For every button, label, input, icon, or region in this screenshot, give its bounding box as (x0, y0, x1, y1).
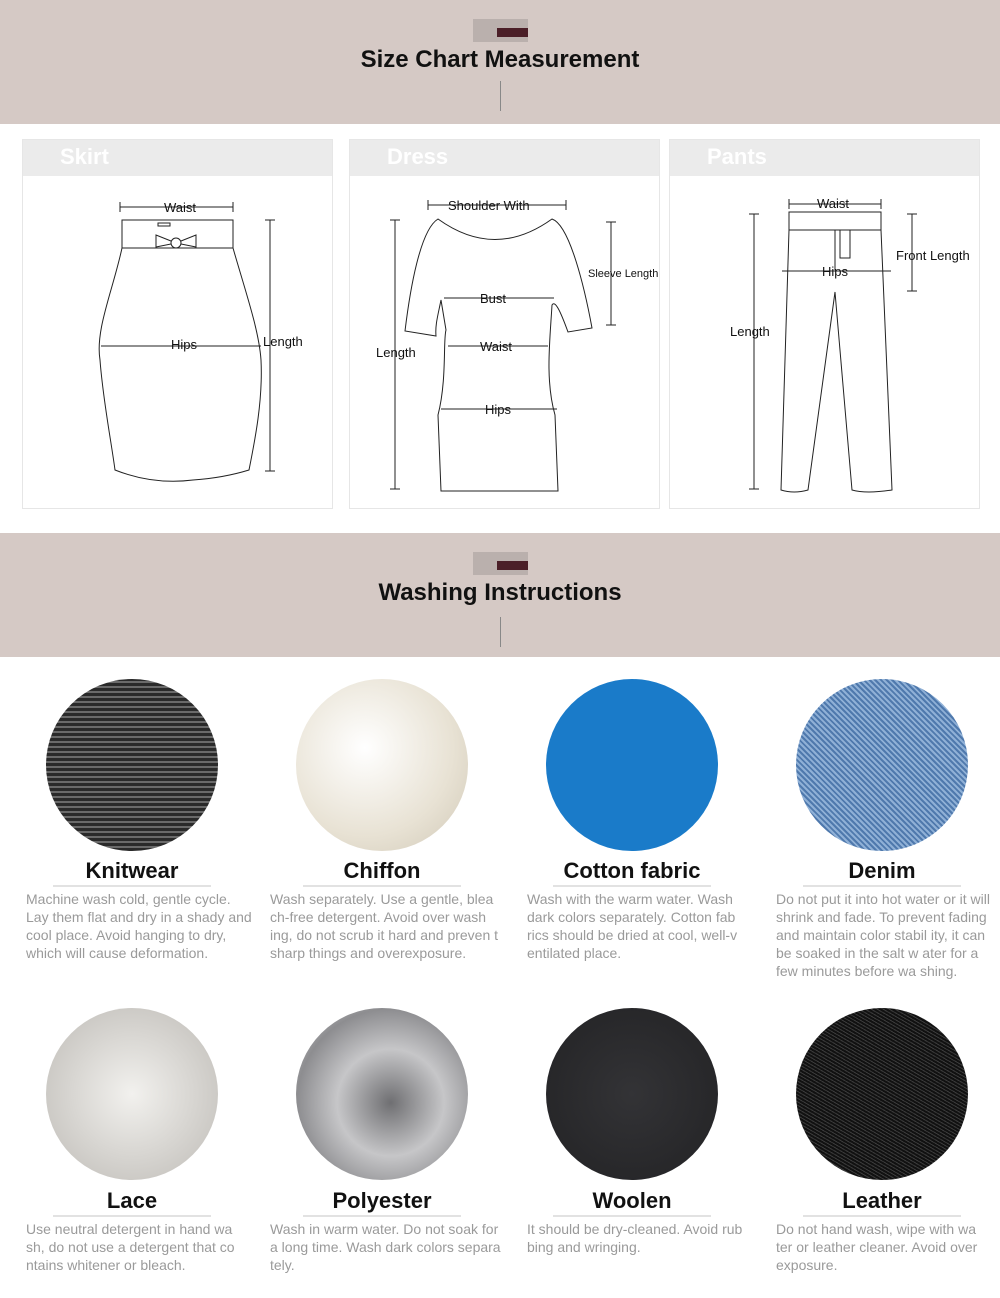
front-length-label: Front Length (896, 248, 970, 263)
divider (53, 1215, 211, 1217)
fabric-name: Chiffon (343, 858, 421, 883)
section-marker-icon (473, 19, 528, 42)
fabric-instructions: Machine wash cold, gentle cycle. Lay them flat and dry in a shady and cool place. Avoid hanging to dry, which will cause deformation. (26, 891, 252, 961)
divider (53, 885, 211, 887)
fabric-instructions: Do not hand wash, wipe with wa ter or leather cleaner. Avoid over exposure. (776, 1221, 978, 1273)
length-label: Length (376, 345, 416, 360)
divider (500, 81, 501, 111)
shoulder-label: Shoulder With (448, 198, 530, 213)
divider (303, 1215, 461, 1217)
fabric-name: Knitwear (85, 858, 179, 883)
section-title: Size Chart Measurement (360, 46, 640, 73)
length-label: Length (263, 334, 303, 349)
divider (553, 1215, 711, 1217)
divider (500, 617, 501, 647)
section-marker-icon (473, 552, 528, 575)
section-title: Washing Instructions (378, 579, 622, 606)
dress-panel (349, 139, 660, 509)
fabric-instructions: Use neutral detergent in hand wa sh, do not use a detergent that co ntains whitener or bleach. (26, 1221, 235, 1273)
sleeve-length-label: Sleeve Length (588, 268, 659, 280)
washing-header (0, 533, 1000, 657)
waist-label: Waist (480, 339, 513, 354)
lace-swatch (46, 1008, 218, 1180)
fabric-instructions: It should be dry-cleaned. Avoid rub bing and wringing. (527, 1221, 743, 1255)
chiffon-swatch (296, 679, 468, 851)
divider (803, 885, 961, 887)
waist-label: Waist (817, 196, 850, 211)
denim-swatch (796, 679, 968, 851)
panel-title: Skirt (23, 140, 332, 176)
length-label: Length (730, 324, 770, 339)
knitwear-swatch (46, 679, 218, 851)
size-chart-header (0, 0, 1000, 124)
divider (303, 885, 461, 887)
panel-title: Dress (350, 140, 659, 176)
fabric-name: Lace (106, 1188, 158, 1213)
hips-label: Hips (485, 402, 512, 417)
fabric-name: Cotton fabric (563, 858, 701, 883)
fabric-instructions: Wash separately. Use a gentle, blea ch-free detergent. Avoid over wash ing, do not scrub it hard and preven t sharp things and overexposure. (270, 891, 499, 961)
waist-label: Waist (164, 200, 197, 215)
divider (553, 885, 711, 887)
fabric-name: Denim (848, 858, 916, 883)
cotton-fabric-swatch (546, 679, 718, 851)
bust-label: Bust (480, 291, 507, 306)
skirt-diagram (23, 140, 334, 510)
fabric-name: Leather (842, 1188, 922, 1213)
divider (803, 1215, 961, 1217)
hips-label: Hips (171, 337, 198, 352)
woolen-swatch (546, 1008, 718, 1180)
hips-label: Hips (822, 264, 849, 279)
fabric-name: Polyester (332, 1188, 432, 1213)
fabric-instructions: Do not put it into hot water or it will shrink and fade. To prevent fading and maintain color stabil ity, it can be soaked in the salt w ater for a few minutes before wa shing. (776, 891, 990, 979)
fabric-instructions: Wash with the warm water. Wash dark colors separately. Cotton fab rics should be dried at cool, well-v entilated place. (527, 891, 738, 961)
leather-swatch (796, 1008, 968, 1180)
skirt-panel (22, 139, 333, 509)
pants-panel (669, 139, 980, 509)
polyester-swatch (296, 1008, 468, 1180)
panel-title: Pants (670, 140, 979, 176)
fabric-instructions: Wash in warm water. Do not soak for a long time. Wash dark colors separa tely. (270, 1221, 501, 1273)
fabric-name: Woolen (592, 1188, 672, 1213)
pants-diagram (670, 140, 981, 510)
dress-diagram (350, 140, 661, 510)
